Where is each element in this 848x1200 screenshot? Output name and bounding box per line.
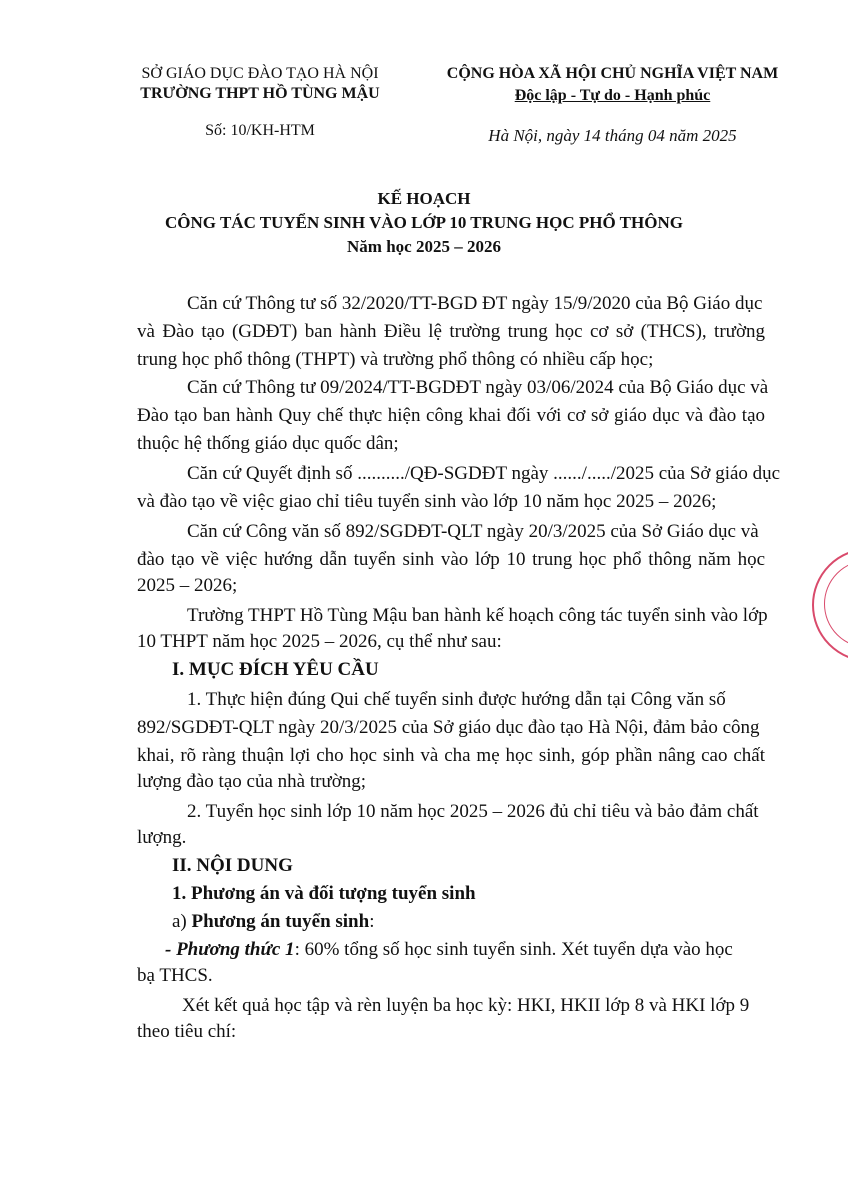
p2-line1: Căn cứ Thông tư 09/2024/TT-BGDĐT ngày 03/06/2024 của Bộ Giáo dục và	[187, 377, 769, 398]
p1-line1: Căn cứ Thông tư số 32/2020/TT-BGD ĐT ngày 15/9/2020 của Bộ Giáo dục	[187, 293, 763, 314]
document-title: KẾ HOẠCH	[377, 189, 471, 208]
p1-line3: trung học phổ thông (THPT) và trường phổ thông có nhiều cấp học;	[137, 349, 654, 370]
method-1-line2: bạ THCS.	[137, 965, 213, 986]
p1-line2: và Đào tạo (GDĐT) ban hành Điều lệ trường trung học cơ sở (THCS), trường	[137, 321, 765, 342]
s1-item2-line1: 2. Tuyển học sinh lớp 10 năm học 2025 – 2026 đủ chỉ tiêu và bảo đảm chất	[187, 801, 759, 822]
p4-line2: đào tạo về việc hướng dẫn tuyển sinh vào lớp 10 trung học phổ thông năm học	[137, 549, 765, 570]
subsection-1-heading: 1. Phương án và đối tượng tuyển sinh	[172, 883, 476, 904]
school-year: Năm học 2025 – 2026	[347, 237, 501, 256]
s1-item1-line2: 892/SGDĐT-QLT ngày 20/3/2025 của Sở giáo dục đào tạo Hà Nội, đảm bảo công	[137, 717, 760, 738]
criteria-line1: Xét kết quả học tập và rèn luyện ba học kỳ: HKI, HKII lớp 8 và HKI lớp 9	[182, 995, 750, 1016]
p4-line1: Căn cứ Công văn số 892/SGDĐT-QLT ngày 20/3/2025 của Sở Giáo dục và	[187, 521, 759, 542]
p5-line2: 10 THPT năm học 2025 – 2026, cụ thể như sau:	[137, 631, 502, 652]
method-1-line1	[165, 936, 733, 964]
p5-line1: Trường THPT Hồ Tùng Mậu ban hành kế hoạch công tác tuyển sinh vào lớp	[187, 605, 768, 626]
document-subtitle: CÔNG TÁC TUYỂN SINH VÀO LỚP 10 TRUNG HỌC PHỔ THÔNG	[165, 213, 683, 232]
s1-item1-line4: lượng đào tạo của nhà trường;	[137, 771, 367, 792]
stamp-inner-ring	[824, 560, 848, 648]
document-number: Số: 10/KH-HTM	[205, 122, 315, 139]
p2-line3: thuộc hệ thống giáo dục quốc dân;	[137, 433, 399, 454]
p4-line3: 2025 – 2026;	[137, 575, 238, 596]
motto-text: Độc lập - Tự do - Hạnh phúc	[514, 87, 711, 104]
p3-line1: Căn cứ Quyết định số ........../QĐ-SGDĐT ngày ....../...../2025 của Sở giáo dục	[187, 463, 781, 484]
s1-item1-line1: 1. Thực hiện đúng Qui chế tuyển sinh được hướng dẫn tại Công văn số	[187, 689, 726, 710]
method-1-label: - Phương thức 1	[165, 939, 295, 960]
section-2-heading: II. NỘI DUNG	[172, 855, 293, 876]
document-date: Hà Nội, ngày 14 tháng 04 năm 2025	[488, 126, 737, 145]
s1-item1-line3: khai, rõ ràng thuận lợi cho học sinh và cha mẹ học sinh, góp phần nâng cao chất	[137, 745, 765, 766]
method-1-text: : 60% tổng số học sinh tuyển sinh. Xét tuyển dựa vào học	[294, 939, 733, 960]
item-a-title: Phương án tuyển sinh	[191, 911, 370, 932]
p3-line2: và đào tạo về việc giao chỉ tiêu tuyển sinh vào lớp 10 năm học 2025 – 2026;	[137, 491, 717, 512]
p2-line2: Đào tạo ban hành Quy chế thực hiện công khai đối với cơ sở giáo dục và đào tạo	[137, 405, 765, 426]
national-motto	[420, 86, 805, 106]
official-stamp	[812, 548, 848, 662]
republic-name: CỘNG HÒA XÃ HỘI CHỦ NGHĨA VIỆT NAM	[446, 65, 779, 82]
s1-item2-line2: lượng.	[137, 827, 187, 848]
school-name: TRƯỜNG THPT HỒ TÙNG MẬU	[140, 85, 380, 102]
section-1-heading: I. MỤC ĐÍCH YÊU CẦU	[172, 659, 379, 680]
item-a-suffix: :	[369, 911, 375, 932]
criteria-line2: theo tiêu chí:	[137, 1021, 237, 1042]
department-name: SỞ GIÁO DỤC ĐÀO TẠO HÀ NỘI	[141, 65, 379, 82]
item-a-heading	[172, 908, 374, 936]
item-a-prefix: a)	[172, 911, 192, 932]
